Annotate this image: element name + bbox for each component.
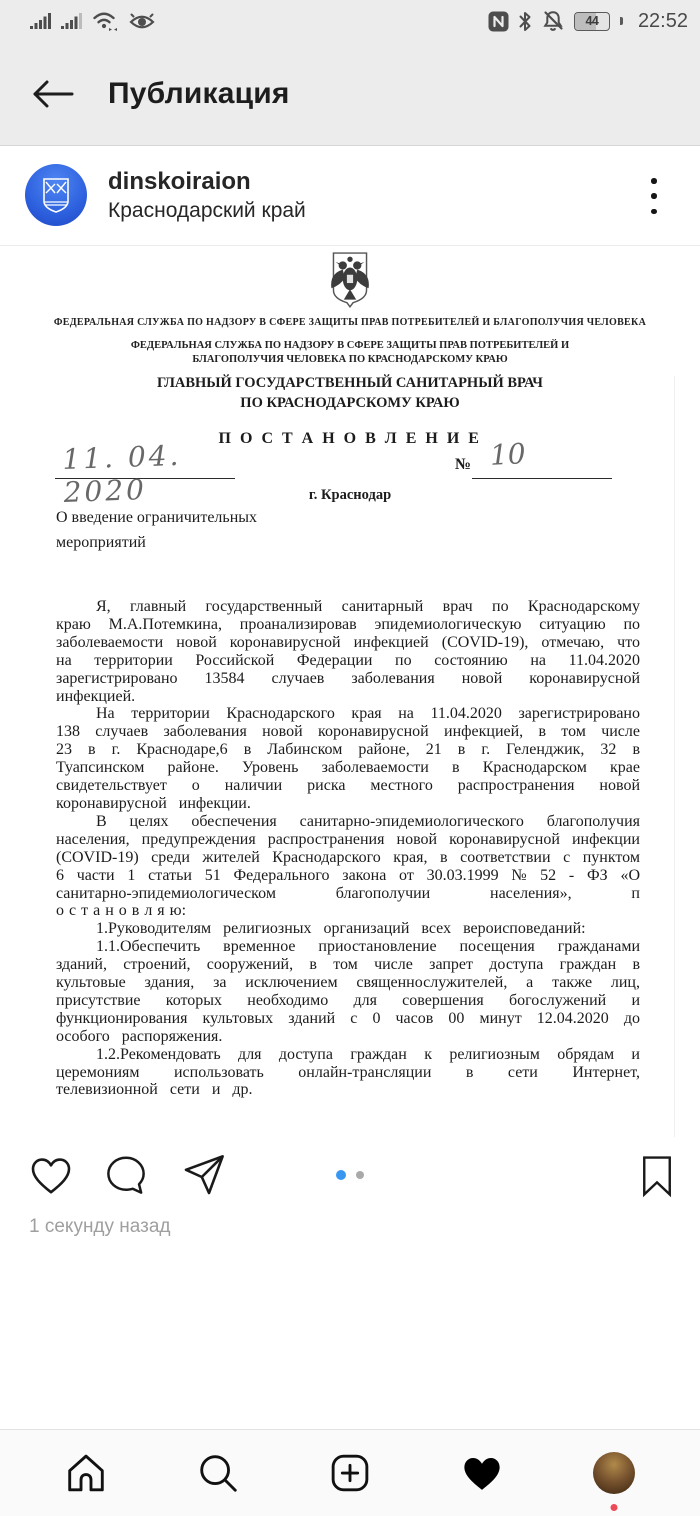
number-field	[472, 432, 612, 479]
nfc-icon	[488, 11, 509, 32]
bottom-nav	[0, 1429, 700, 1516]
status-bar-right	[488, 10, 688, 33]
coat-of-arms-avatar-icon	[39, 175, 73, 215]
bookmark-button[interactable]	[640, 1151, 674, 1201]
carousel-dot	[356, 1171, 364, 1179]
nav-create-post[interactable]	[315, 1441, 385, 1505]
paragraph: 1.2.Рекомендовать для доступа граждан к религиозным обрядам и церемониям использовать онлайн-трансляции в сети Интернет, телевизионной сети и др.	[56, 1045, 640, 1099]
carousel-dot-active	[336, 1170, 346, 1180]
profile-notification-dot	[611, 1504, 618, 1511]
signal-icon	[30, 12, 52, 30]
date-field	[55, 432, 235, 509]
org-name-regional: ФЕДЕРАЛЬНАЯ СЛУЖБА ПО НАДЗОРУ В СФЕРЕ ЗАЩИТЫ ПРАВ ПОТРЕБИТЕЛЕЙ И БЛАГОПОЛУЧИЯ ЧЕЛОВЕКА ПО КРАСНОДАРСКОМУ КРАЮ	[130, 340, 570, 365]
kebab-dot	[651, 209, 657, 215]
post-timestamp: 1 секунду назад	[29, 1216, 171, 1237]
battery-percent: 44	[585, 14, 599, 28]
russia-coat-of-arms	[319, 251, 381, 313]
paragraph: Я, главный государственный санитарный врач по Краснодарскому краю М.А.Потемкина, проанализировав эпидемиологическую ситуацию по заболеваемости новой коронавирусной инфекцией (COVID-19), отмечаю, что на территории Российской Федерации по состоянию на 11.04.2020 зарегистрировано 13584 случаев заболевания новой коронавирусной инфекцией.	[56, 598, 640, 705]
back-arrow-icon	[30, 78, 76, 110]
app-header	[0, 42, 700, 146]
search-icon	[195, 1450, 241, 1496]
location-label[interactable]: Краснодарский край	[108, 199, 306, 222]
post-actions	[0, 1141, 700, 1219]
status-bar-left	[30, 10, 156, 32]
post-header	[0, 146, 700, 245]
number-sign: №	[455, 456, 472, 473]
wifi-icon	[92, 10, 119, 32]
home-icon	[63, 1450, 109, 1496]
notifications-muted-icon	[541, 10, 565, 32]
handwritten-number: 10	[489, 437, 527, 472]
paragraph: 1.1.Обеспечить временное приостановление посещения гражданами зданий, строений, сооружений, в том числе запрет доступа граждан в культовые здания, за исключением священнослужителей, а также лиц, присутствие которых необходимо для совершения богослужений и функционирования культовых зданий с 0 часов 00 минут 12.04.2020 до особого распоряжения.	[56, 938, 640, 1045]
document-body	[56, 598, 640, 1099]
paragraph: 1.Руководителям религиозных организаций всех вероисповеданий:	[96, 920, 586, 938]
profile-avatar	[593, 1452, 635, 1494]
nav-home[interactable]	[51, 1441, 121, 1505]
nav-search[interactable]	[183, 1441, 253, 1505]
nav-activity[interactable]	[447, 1441, 517, 1505]
page-title: Публикация	[108, 76, 290, 110]
document-subject: О введение ограничительных мероприятий	[56, 509, 258, 551]
paragraph: На территории Краснодарского края на 11.04.2020 зарегистрировано 138 случаев заболевания новой коронавирусной инфекцией, в том числе 23 в г. Краснодаре,6 в Лабинском районе, 21 в г. Геленджик, 32 в Туапсинском районе. Уровень заболеваемости в Краснодарском крае свидетельствует о наличии риска местного распространения новой коронавирусной инфекции.	[56, 705, 640, 812]
clock: 22:52	[637, 9, 688, 32]
bluetooth-icon	[518, 11, 532, 32]
status-bar	[0, 0, 700, 42]
org-name-federal: ФЕДЕРАЛЬНАЯ СЛУЖБА ПО НАДЗОРУ В СФЕРЕ ЗАЩИТЫ ПРАВ ПОТРЕБИТЕЛЕЙ И БЛАГОПОЛУЧИЯ ЧЕЛОВЕКА	[53, 317, 647, 328]
document-city: г. Краснодар	[308, 487, 392, 503]
more-options-button[interactable]	[644, 174, 664, 218]
avatar[interactable]	[25, 164, 87, 226]
handwritten-date: 11. 04. 2020	[61, 438, 182, 509]
kebab-dot	[651, 193, 657, 199]
eye-comfort-icon	[128, 10, 156, 32]
nav-profile[interactable]	[579, 1441, 649, 1505]
back-button[interactable]	[30, 78, 76, 110]
paragraph-resolve-word: о с т а н о в л я ю:	[56, 902, 187, 920]
signal2-icon	[61, 12, 83, 30]
post-media-document[interactable]	[0, 245, 700, 1141]
kebab-dot	[651, 178, 657, 184]
paragraph: В целях обеспечения санитарно-эпидемиологического благополучия населения, предупреждения распространения новой коронавирусной инфекции (COVID-19) среди жителей Краснодарского края, в соответствии с пунктом 6 части 1 статьи 51 Федерального закона от 30.03.1999 № 52 - ФЗ «О санитарно-эпидемиологическом благополучии населения», п	[56, 812, 640, 902]
battery-tip	[620, 17, 623, 25]
authority-title-line2: ПО КРАСНОДАРСКОМУ КРАЮ	[240, 395, 460, 411]
document-type-title: П О С Т А Н О В Л Е Н И Е	[218, 430, 482, 447]
carousel-indicator	[0, 1171, 700, 1180]
create-post-icon	[327, 1450, 373, 1496]
activity-heart-icon	[459, 1450, 505, 1496]
username[interactable]: dinskoiraion	[108, 168, 251, 195]
user-meta	[108, 168, 306, 223]
authority-title-line1: ГЛАВНЫЙ ГОСУДАРСТВЕННЫЙ САНИТАРНЫЙ ВРАЧ	[157, 375, 543, 391]
battery-icon	[574, 12, 610, 31]
